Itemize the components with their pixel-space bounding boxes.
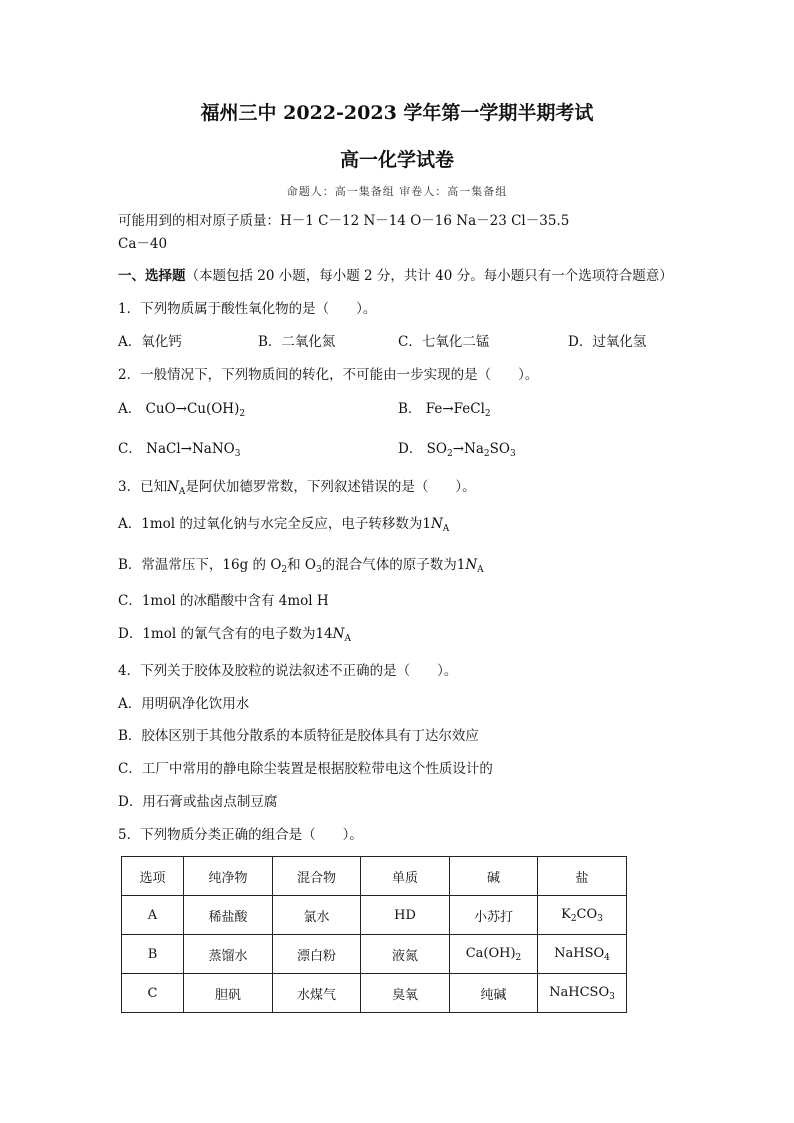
- q3-option-c: C．1mol 的冰醋酸中含有 4mol H: [118, 593, 329, 609]
- table-cell: 胆矾: [184, 974, 273, 1013]
- q2-d-to-mid: SO: [489, 441, 510, 457]
- q1-stem: 1．下列物质属于酸性氧化物的是（ ）。: [118, 301, 377, 317]
- base-sub: 2: [515, 952, 522, 963]
- q4-option-c: C．工厂中常用的静电除尘装置是根据胶粒带电这个性质设计的: [118, 761, 493, 777]
- q4-option-d: D．用石膏或盐卤点制豆腐: [118, 794, 278, 810]
- table-cell: [538, 935, 627, 974]
- table-cell: 稀盐酸: [184, 896, 273, 935]
- arrow-icon: →: [442, 401, 454, 417]
- exam-authors: 命题人：高一集备组 审卷人：高一集备组: [286, 185, 508, 198]
- avogadro-symbol: N: [430, 516, 443, 532]
- table-cell: 蒸馏水: [184, 935, 273, 974]
- q2-d-label: D．: [398, 441, 423, 457]
- q1-option-b: B．二氧化氮: [258, 334, 336, 350]
- q3-b-text3: 的混合气体的原子数为1: [321, 557, 466, 573]
- salt-sub: 3: [597, 913, 603, 924]
- q1-option-c: C．七氧化二锰: [398, 334, 490, 350]
- table-cell: 氯水: [273, 896, 361, 935]
- table-cell: 纯碱: [450, 974, 538, 1013]
- q3-b-text1: B．常温常压下，16g 的 O: [118, 557, 282, 573]
- table-row: [122, 896, 627, 935]
- avogadro-sub: A: [477, 565, 484, 575]
- arrow-icon: →: [452, 441, 464, 457]
- section-note: （本题包括 20 小题，每小题 2 分，共计 40 分。每小题只有一个选项符合题意）: [185, 268, 673, 284]
- q3-a-text: A．1mol 的过氧化钠与水完全反应，电子转移数为1: [118, 516, 431, 532]
- avogadro-sub: A: [344, 634, 351, 644]
- table-header-row: [122, 857, 627, 896]
- q2-d-to: Na: [464, 441, 484, 457]
- q2-b-sub: 2: [484, 409, 491, 419]
- table-cell: HD: [361, 896, 450, 935]
- q3-option-a: [118, 515, 449, 538]
- exam-title: 福州三中 2022-2023 学年第一学期半期考试: [200, 102, 594, 124]
- table-row: [122, 974, 627, 1013]
- section-heading: [118, 267, 673, 285]
- salt-sub: 2: [570, 913, 577, 924]
- avogadro-symbol: N: [167, 479, 179, 495]
- base-formula: Ca(OH): [465, 945, 516, 961]
- classification-table: [121, 856, 627, 1013]
- atomic-mass-line1: 可能用到的相对原子质量：H－1 C－12 N－14 O－16 Na－23 Cl－35.5: [118, 213, 570, 229]
- salt-formula: K: [561, 906, 571, 922]
- q3-option-d: [118, 625, 351, 648]
- q2-a-sub: 2: [239, 409, 246, 419]
- q2-d-from: SO: [426, 441, 447, 457]
- q3-d-text: D．1mol 的氰气含有的电子数为14: [118, 626, 333, 642]
- q3-stem-post: 是阿伏加德罗常数，下列叙述错误的是（ ）。: [185, 479, 476, 495]
- q4-stem: 4．下列关于胶体及胶粒的说法叙述不正确的是（ ）。: [118, 663, 458, 679]
- avogadro-symbol: N: [332, 626, 345, 642]
- q3-option-b: [118, 556, 484, 579]
- atomic-mass-line2: Ca－40: [118, 236, 168, 252]
- q2-b-to: FeCl: [453, 401, 485, 417]
- table-header: 单质: [361, 857, 450, 896]
- q2-b-label: B．: [398, 401, 422, 417]
- q4-option-a: A．用明矾净化饮用水: [118, 696, 250, 712]
- table-cell: C: [122, 974, 184, 1013]
- exam-subtitle: 高一化学试卷: [339, 149, 454, 171]
- table-cell: 水煤气: [273, 974, 361, 1013]
- salt-formula-mid: CO: [576, 906, 598, 922]
- table-cell: 漂白粉: [273, 935, 361, 974]
- q2-stem: 2．一般情况下，下列物质间的转化，不可能由一步实现的是（ ）。: [118, 367, 539, 383]
- q3-b-text2: 和 O: [287, 557, 316, 573]
- table-header: 选项: [122, 857, 184, 896]
- q1-option-a: A．氧化钙: [118, 334, 182, 350]
- salt-sub: 4: [604, 952, 610, 963]
- table-cell: B: [122, 935, 184, 974]
- table-cell: 液氮: [361, 935, 450, 974]
- q2-a-to: Cu(OH): [186, 401, 240, 417]
- q3-stem-pre: 3．已知: [118, 479, 168, 495]
- q2-c-to: NaNO: [191, 441, 235, 457]
- q2-d-to-sub2: 3: [509, 449, 516, 459]
- table-cell: [538, 974, 627, 1013]
- q3-b-sub1: 2: [281, 565, 288, 575]
- table-header: 盐: [538, 857, 627, 896]
- avogadro-sub: A: [442, 524, 450, 534]
- table-cell: [450, 935, 538, 974]
- q2-option-c: [118, 440, 240, 463]
- section-label: 一、选择题: [118, 268, 186, 284]
- q2-option-d: [398, 440, 516, 463]
- q2-option-b: [398, 400, 491, 423]
- arrow-icon: →: [175, 401, 187, 417]
- avogadro-sub: A: [178, 487, 186, 497]
- q2-a-from: CuO: [145, 401, 176, 417]
- q2-c-sub: 3: [234, 449, 241, 459]
- arrow-icon: →: [180, 441, 192, 457]
- q2-d-from-sub: 2: [446, 449, 453, 459]
- table-cell: [538, 896, 627, 935]
- q2-c-from: NaCl: [146, 441, 181, 457]
- q2-d-to-sub1: 2: [483, 449, 490, 459]
- q3-b-sub2: 3: [315, 565, 322, 575]
- table-header: 混合物: [273, 857, 361, 896]
- table-header: 碱: [450, 857, 538, 896]
- salt-formula: NaHCSO: [549, 984, 610, 1000]
- salt-sub: 3: [609, 991, 615, 1002]
- q2-b-from: Fe: [425, 401, 443, 417]
- salt-formula: NaHSO: [554, 945, 605, 961]
- table-cell: 小苏打: [450, 896, 538, 935]
- table-cell: 臭氧: [361, 974, 450, 1013]
- q3-stem: [118, 478, 476, 501]
- q4-option-b: B．胶体区别于其他分散系的本质特征是胶体具有丁达尔效应: [118, 728, 479, 744]
- table-row: [122, 935, 627, 974]
- q2-a-label: A．: [118, 401, 142, 417]
- avogadro-symbol: N: [465, 557, 478, 573]
- q2-option-a: [118, 400, 245, 423]
- q2-c-label: C．: [118, 441, 142, 457]
- q1-option-d: D．过氧化氢: [568, 334, 647, 350]
- table-header: 纯净物: [184, 857, 273, 896]
- q5-stem: 5．下列物质分类正确的组合是（ ）。: [118, 827, 363, 843]
- table-cell: A: [122, 896, 184, 935]
